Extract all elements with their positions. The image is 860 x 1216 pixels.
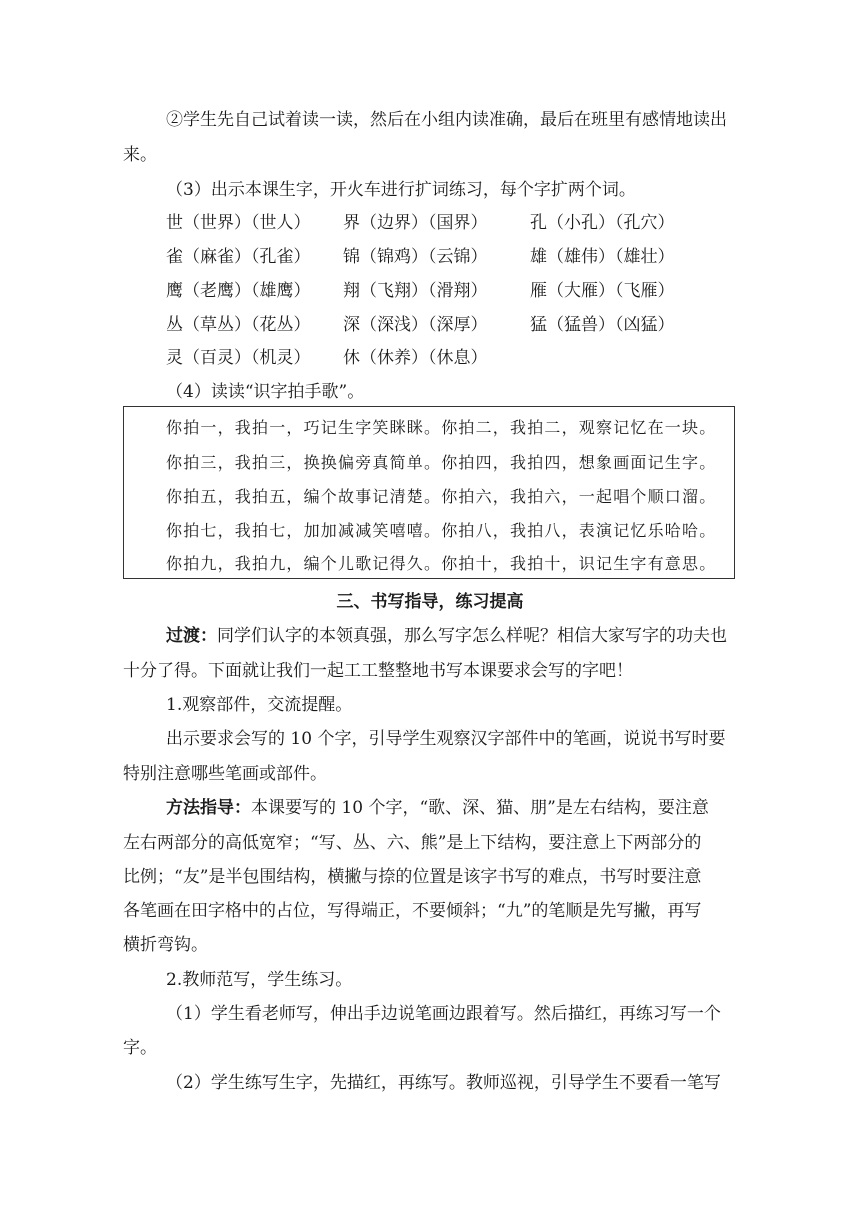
method-label: 方法指导：: [166, 798, 251, 818]
chant-line: 你拍三，我拍三，换换偏旁真简单。你拍四，我拍四，想象画面记生字。: [166, 453, 717, 472]
section-title: 三、书写指导，练习提高: [336, 592, 524, 612]
method-text: 本课要写的 10 个字，“歌、深、猫、朋”是左右结构，要注意: [251, 798, 709, 818]
word-item: 孔（小孔）（孔穴）: [530, 213, 675, 233]
method-line2: 左右两部分的高低宽窄；“写、丛、六、熊”是上下结构，要注意上下两部分的: [123, 833, 702, 853]
transition-line2: 十分了得。下面就让我们一起工工整整地书写本课要求会写的字吧！: [123, 661, 633, 681]
step3-intro: （3）出示本课生字，开火车进行扩词练习，每个字扩两个词。: [166, 180, 636, 200]
transition-text: 同学们认字的本领真强，那么写字怎么样呢？相信大家写字的功夫也: [217, 626, 727, 646]
point2-sub2-line1: （2）学生练写生字，先描红，再练写。教师巡视，引导学生不要看一笔写: [166, 1073, 721, 1093]
word-item: 灵（百灵）（机灵）: [166, 348, 311, 368]
method-line5: 横折弯钩。: [123, 935, 208, 955]
method-line1: [166, 796, 709, 820]
step4-intro: （4）读读“识字拍手歌”。: [166, 382, 365, 402]
transition-line1: [166, 624, 727, 648]
point1-line2: 特别注意哪些笔画或部件。: [123, 764, 327, 784]
chant-line: 你拍九，我拍九，编个儿歌记得久。你拍十，我拍十，识记生字有意思。: [166, 554, 717, 573]
word-item: 休（休养）（休息）: [343, 348, 488, 368]
method-line4: 各笔画在田字格中的占位，写得端正，不要倾斜；“九”的笔顺是先写撇，再写: [123, 901, 702, 921]
transition-label: 过渡：: [166, 626, 217, 646]
word-item: 猛（猛兽）（凶猛）: [530, 315, 675, 335]
chant-line: 你拍七，我拍七，加加减减笑嘻嘻。你拍八，我拍八，表演记忆乐哈哈。: [166, 521, 717, 540]
point2-sub1-line1: （1）学生看老师写，伸出手边说笔画边跟着写。然后描红，再练习写一个: [166, 1004, 721, 1024]
word-item: 界（边界）（国界）: [343, 213, 488, 233]
word-item: 世（世界）（世人）: [166, 213, 311, 233]
point1-line1: 出示要求会写的 10 个字，引导学生观察汉字部件中的笔画，说说书写时要: [166, 729, 726, 749]
chant-line: 你拍五，我拍五，编个故事记清楚。你拍六，我拍六，一起唱个顺口溜。: [166, 487, 717, 506]
chant-box: [123, 406, 735, 579]
word-item: 雀（麻雀）（孔雀）: [166, 247, 311, 267]
method-line3: 比例；“友”是半包围结构，横撇与捺的位置是该字书写的难点，书写时要注意: [123, 867, 702, 887]
word-item: 鹰（老鹰）（雄鹰）: [166, 281, 311, 301]
point2-sub1-line2: 字。: [123, 1038, 157, 1058]
step2-line2: 来。: [123, 145, 157, 165]
word-item: 雁（大雁）（飞雁）: [530, 281, 675, 301]
word-item: 雄（雄伟）（雄壮）: [530, 247, 675, 267]
word-item: 翔（飞翔）（滑翔）: [343, 281, 488, 301]
chant-line: 你拍一，我拍一，巧记生字笑眯眯。你拍二，我拍二，观察记忆在一块。: [166, 418, 717, 437]
word-item: 丛（草丛）（花丛）: [166, 315, 311, 335]
step2-line1: ②学生先自己试着读一读，然后在小组内读准确，最后在班里有感情地读出: [166, 110, 727, 130]
point1-title: 1.观察部件，交流提醒。: [166, 695, 353, 715]
word-item: 深（深浅）（深厚）: [343, 315, 488, 335]
point2-title: 2.教师范写，学生练习。: [166, 970, 353, 990]
word-item: 锦（锦鸡）（云锦）: [343, 247, 488, 267]
